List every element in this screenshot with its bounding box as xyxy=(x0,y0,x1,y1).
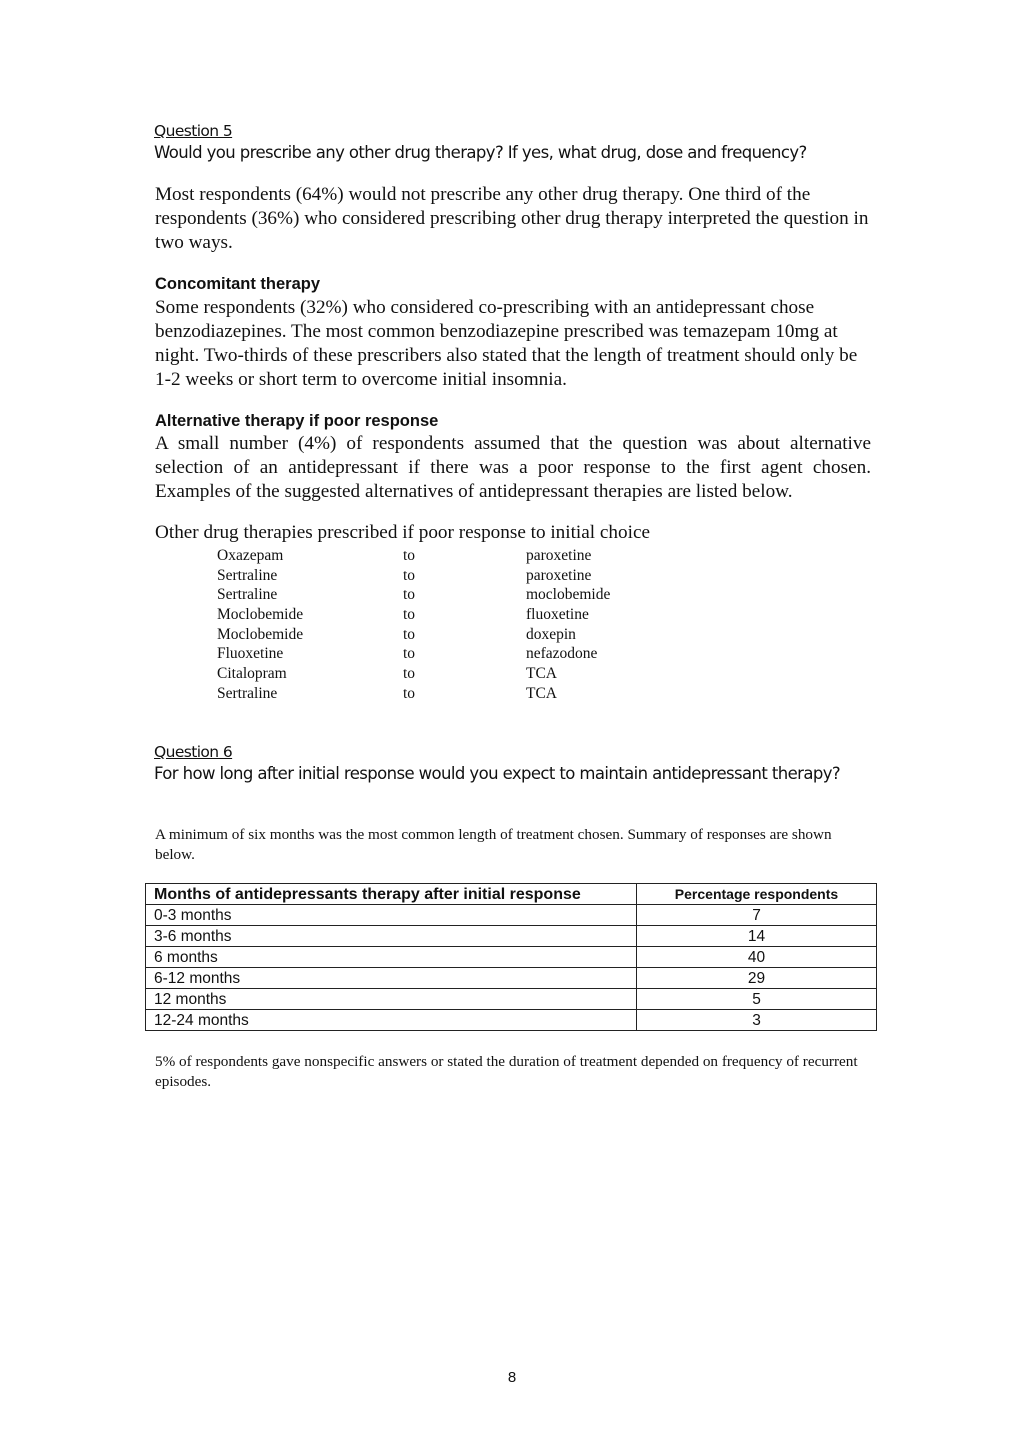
question-6-footnote: 5% of respondents gave nonspecific answers or stated the duration of treatment depended on frequency of recurrent episodes. xyxy=(155,1053,858,1090)
alt-connector: to xyxy=(403,606,416,624)
question-5-intro: Most respondents (64%) would not prescribe any other drug therapy. One third of the respondents (36%) who considered prescribing other drug therapy interpreted the question in two ways. xyxy=(155,184,869,253)
alt-connector: to xyxy=(403,684,416,702)
alt-to: fluoxetine xyxy=(526,606,589,624)
concomitant-therapy-heading: Concomitant therapy xyxy=(155,275,321,293)
alt-connector: to xyxy=(403,566,416,584)
alternatives-caption: Other drug therapies prescribed if poor response to initial choice xyxy=(155,522,650,543)
alt-connector: to xyxy=(403,586,416,604)
list-item xyxy=(217,625,637,645)
alt-to: paroxetine xyxy=(526,566,592,584)
alt-to: TCA xyxy=(526,665,557,683)
months-cell: 12-24 months xyxy=(146,1010,637,1031)
months-cell: 0-3 months xyxy=(146,905,637,926)
question-5-label: Question 5 xyxy=(154,122,233,140)
months-cell: 6-12 months xyxy=(146,968,637,989)
table-row xyxy=(146,905,877,926)
alternative-therapy-text: A small number (4%) of respondents assumed that the question was about alternative selection of an antidepressant if there was a poor response to the first agent chosen. Examples of the suggested alternatives of antidepressant therapies are listed below. xyxy=(155,433,871,502)
list-item xyxy=(217,644,637,664)
duration-table xyxy=(145,883,877,1031)
months-cell: 6 months xyxy=(146,947,637,968)
alt-connector: to xyxy=(403,625,416,643)
list-item xyxy=(217,684,637,704)
question-6-label: Question 6 xyxy=(154,743,233,761)
list-item xyxy=(217,566,637,586)
alt-from: Sertraline xyxy=(217,586,278,604)
alt-connector: to xyxy=(403,645,416,663)
alt-from: Sertraline xyxy=(217,566,278,584)
percent-cell: 7 xyxy=(637,905,877,926)
alt-to: doxepin xyxy=(526,625,576,643)
list-item xyxy=(217,585,637,605)
alt-from: Citalopram xyxy=(217,665,287,683)
table-row xyxy=(146,968,877,989)
alt-from: Oxazepam xyxy=(217,547,284,564)
percent-cell: 40 xyxy=(637,947,877,968)
percent-cell: 14 xyxy=(637,926,877,947)
percent-cell: 29 xyxy=(637,968,877,989)
alt-to: moclobemide xyxy=(526,586,611,604)
table-row xyxy=(146,926,877,947)
alt-to: nefazodone xyxy=(526,645,598,663)
alternative-therapy-heading: Alternative therapy if poor response xyxy=(155,412,439,430)
question-6-intro: A minimum of six months was the most common length of treatment chosen. Summary of responses are shown below. xyxy=(155,826,832,863)
table-row xyxy=(146,947,877,968)
column-header-months: Months of antidepressants therapy after initial response xyxy=(146,884,637,905)
alt-to: paroxetine xyxy=(526,547,592,564)
list-item xyxy=(217,664,637,684)
page-number: 8 xyxy=(507,1369,517,1386)
question-5-title: Would you prescribe any other drug therapy? If yes, what drug, dose and frequency? xyxy=(154,143,807,162)
alt-from: Moclobemide xyxy=(217,606,304,624)
list-item xyxy=(217,546,637,566)
alt-from: Moclobemide xyxy=(217,625,304,643)
table-row xyxy=(146,1010,877,1031)
months-cell: 12 months xyxy=(146,989,637,1010)
alt-from: Sertraline xyxy=(217,684,278,702)
percent-cell: 5 xyxy=(637,989,877,1010)
alt-connector: to xyxy=(403,547,416,564)
alt-from: Fluoxetine xyxy=(217,645,284,663)
table-row xyxy=(146,989,877,1010)
percent-cell: 3 xyxy=(637,1010,877,1031)
list-item xyxy=(217,605,637,625)
alt-to: TCA xyxy=(526,684,557,702)
concomitant-therapy-text: Some respondents (32%) who considered co-prescribing with an antidepressant chose benzodiazepines. The most common benzodiazepine prescribed was temazepam 10mg at night. Two-thirds of these prescribers also stated that the length of treatment should only be 1-2 weeks or short term to overcome initial insomnia. xyxy=(155,297,858,390)
column-header-percentage: Percentage respondents xyxy=(637,884,877,905)
question-6-title: For how long after initial response would you expect to maintain antidepressant therapy? xyxy=(154,764,841,783)
table-header-row xyxy=(146,884,877,905)
alt-connector: to xyxy=(403,665,416,683)
alternatives-list xyxy=(217,546,637,704)
months-cell: 3-6 months xyxy=(146,926,637,947)
